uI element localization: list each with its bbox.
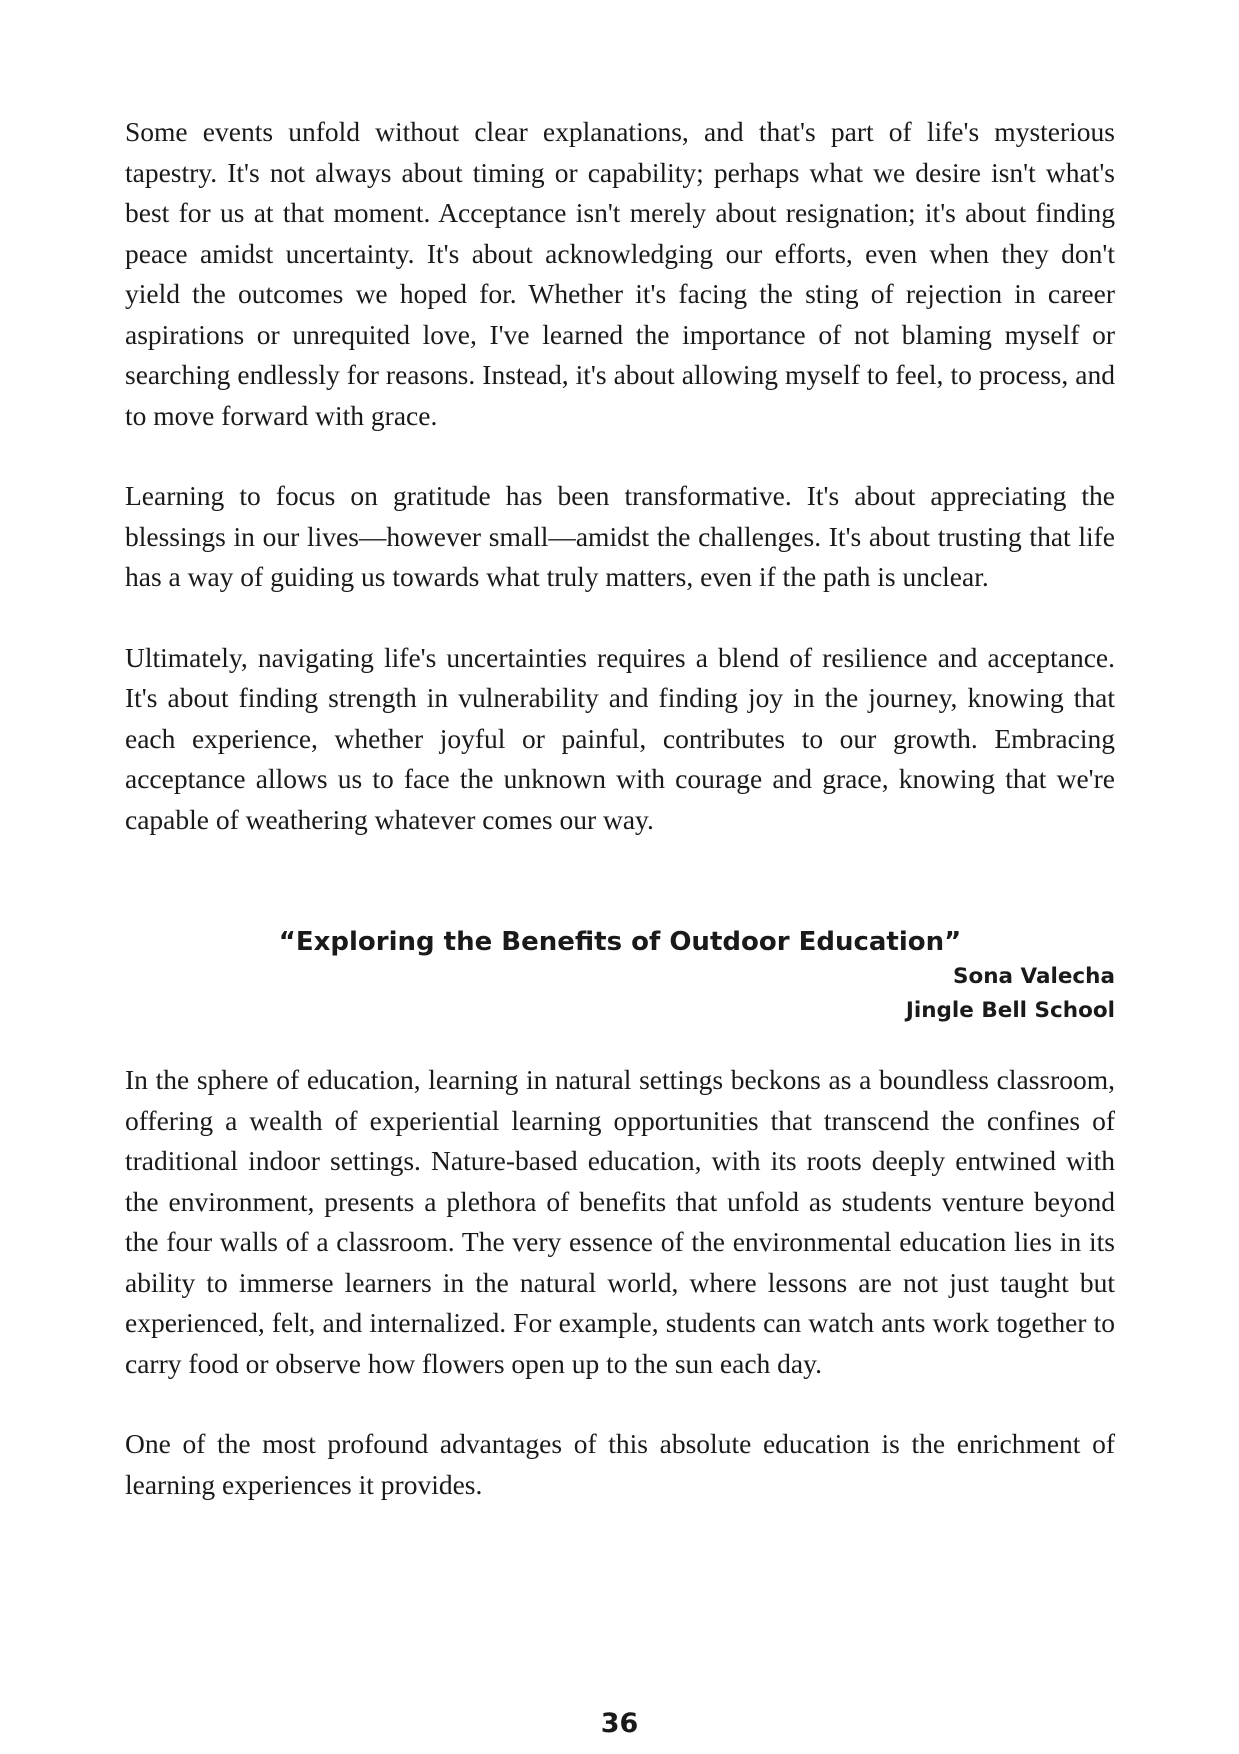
paragraph: Learning to focus on gratitude has been transformative. It's about appreciating the blessings in our lives—however small—amidst the challenges. It's about trusting that life has a way of guiding us towards what truly matters, even if the path is unclear. xyxy=(125,480,1115,592)
school-name: Jingle Bell School xyxy=(905,998,1115,1023)
author-name: Sona Valecha xyxy=(952,964,1115,989)
paragraph: In the sphere of education, learning in natural settings beckons as a boundless classroom, offering a wealth of experiential learning opportunities that transcend the confines of traditional indoor settings. Nature-based education, with its roots deeply entwined with the environment, presents a plethora of benefits that unfold as students venture beyond the four walls of a classroom. The very essence of the environmental education lies in its ability to immerse learners in the natural world, where lessons are not just taught but experienced, felt, and internalized. For example, students can watch ants work together to carry food or observe how flowers open up to the sun each day. xyxy=(125,1064,1115,1379)
paragraph: Some events unfold without clear explanations, and that's part of life's mysterious tapestry. It's not always about timing or capability; perhaps what we desire isn't what's best for us at that moment. Acceptance isn't merely about resignation; it's about finding peace amidst uncertainty. It's about acknowledging our efforts, even when they don't yield the outcomes we hoped for. Whether it's facing the sting of rejection in career aspirations or unrequited love, I've learned the importance of not blaming myself or searching endlessly for reasons. Instead, it's about allowing myself to feel, to process, and to move forward with grace. xyxy=(125,116,1115,431)
page-number: 36 xyxy=(600,1708,639,1739)
page-content xyxy=(125,112,1115,1505)
article-header xyxy=(125,924,1115,1028)
paragraph: One of the most profound advantages of this absolute education is the enrichment of learning experiences it provides. xyxy=(125,1428,1115,1500)
paragraph: Ultimately, navigating life's uncertainties requires a blend of resilience and acceptance. It's about finding strength in vulnerability and finding joy in the journey, knowing that each experience, whether joyful or painful, contributes to our growth. Embracing acceptance allows us to face the unknown with courage and grace, knowing that we're capable of weathering whatever comes our way. xyxy=(125,641,1115,835)
article-title: “Exploring the Benefits of Outdoor Education” xyxy=(278,927,962,957)
